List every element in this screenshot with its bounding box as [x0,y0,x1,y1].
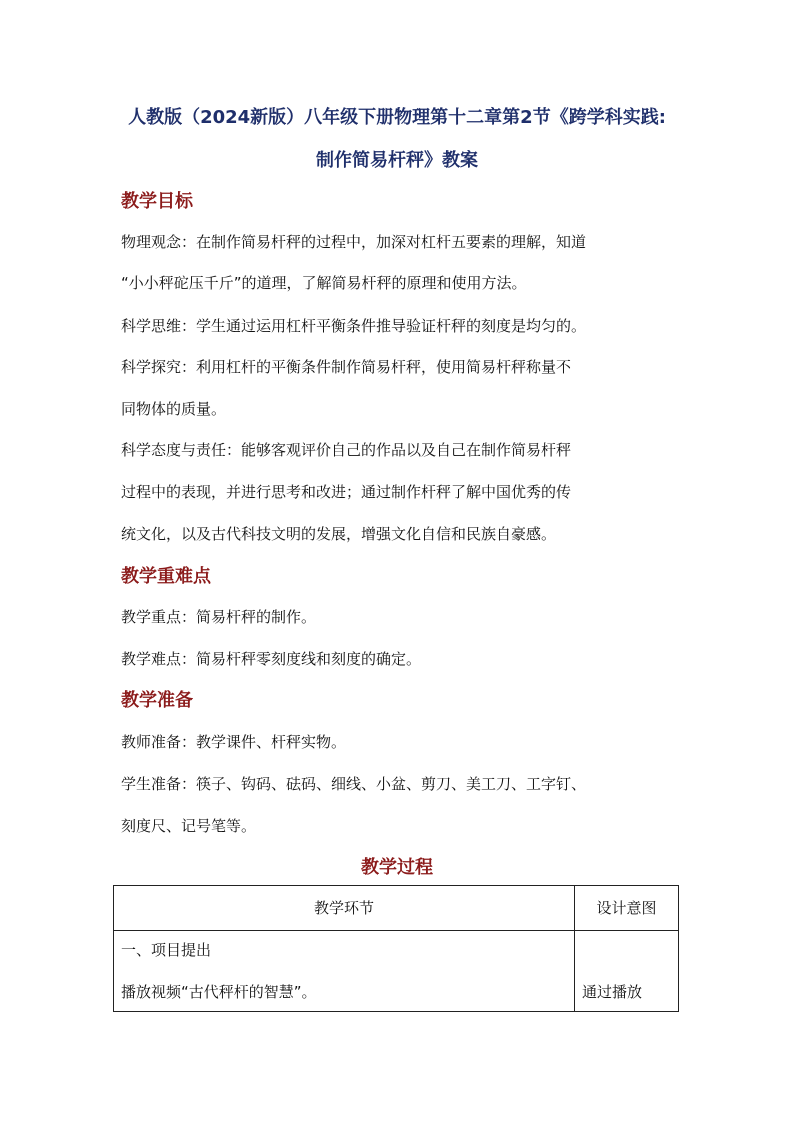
objectives-line: 物理观念：在制作简易杆秤的过程中，加深对杠杆五要素的理解，知道 [121,233,587,251]
objectives-line: 统文化，以及古代科技文明的发展，增强文化自信和民族自豪感。 [121,525,557,543]
preparation-line: 教师准备：教学课件、杆秤实物。 [121,733,347,751]
table-cell-stage [114,931,575,1012]
table-row [114,931,679,1012]
stage-content: 播放视频“古代秤杆的智慧”。 [121,983,317,1001]
objectives-line: 过程中的表现，并进行思考和改进；通过制作杆秤了解中国优秀的传 [121,483,572,501]
table-cell-intent [575,931,679,1012]
objectives-line: 科学探究：利用杠杆的平衡条件制作简易杆秤，使用简易杆秤称量不 [121,358,572,376]
objectives-line: 同物体的质量。 [121,400,227,418]
document-title-line-1: 人教版（2024新版）八年级下册物理第十二章第2节《跨学科实践: [128,107,666,128]
heading-objectives: 教学目标 [121,191,193,212]
heading-key-points: 教学重难点 [121,566,211,587]
column-header-teaching-stage: 教学环节 [114,886,575,931]
document-title-line-2: 制作简易杆秤》教案 [316,150,478,171]
intent-content: 通过播放 [582,983,643,1001]
key-points-line: 教学难点：简易杆秤零刻度线和刻度的确定。 [121,650,422,668]
objectives-line: “小小秤砣压千斤”的道理，了解简易杆秤的原理和使用方法。 [121,274,527,292]
heading-teaching-process: 教学过程 [361,857,433,878]
objectives-line: 科学态度与责任：能够客观评价自己的作品以及自己在制作简易杆秤 [121,441,572,459]
preparation-line: 学生准备：筷子、钩码、砝码、细线、小盆、剪刀、美工刀、工字钉、 [121,775,587,793]
preparation-line: 刻度尺、记号笔等。 [121,817,257,835]
table-header-row [114,886,679,931]
teaching-process-table [113,885,679,1012]
key-points-line: 教学重点：简易杆秤的制作。 [121,608,317,626]
stage-title: 一、项目提出 [121,941,212,959]
heading-preparation: 教学准备 [121,690,193,711]
objectives-line: 科学思维：学生通过运用杠杆平衡条件推导验证杆秤的刻度是均匀的。 [121,317,587,335]
column-header-design-intent: 设计意图 [575,886,679,931]
